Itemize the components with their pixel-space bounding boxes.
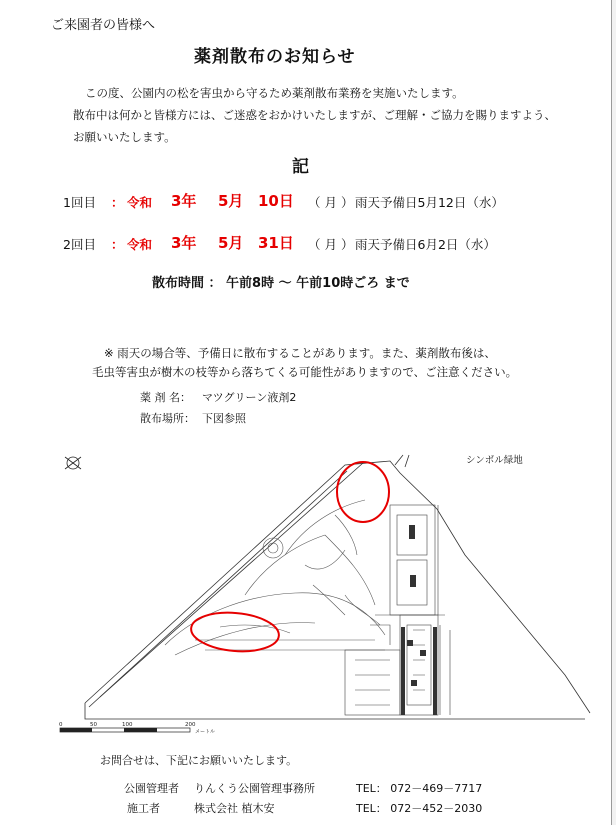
building-fill bbox=[401, 525, 437, 715]
contact-intro: お問合せは、下記にお願いいたします。 bbox=[100, 754, 298, 767]
contact-role: 施工者 bbox=[127, 802, 160, 815]
chemical-name-value: マツグリーン液剤2 bbox=[202, 391, 297, 404]
park-map bbox=[45, 445, 595, 745]
note-line-2: 毛虫等害虫が樹木の枝等から落ちてくる可能性がありますので、ご注意ください。 bbox=[92, 365, 518, 379]
schedule-label: 2回目 bbox=[63, 237, 96, 252]
schedule-day: 10日 bbox=[258, 192, 294, 210]
schedule-label: 1回目 bbox=[63, 195, 96, 210]
schedule-month: 5月 bbox=[218, 234, 244, 252]
intro-line-2: 散布中は何かと皆様方には、ご迷惑をおかけいたしますが、ご理解・ご協力を賜りますよう、 bbox=[73, 108, 556, 122]
salutation: ご来園者の皆様へ bbox=[51, 18, 156, 33]
intro-line-3: お願いいたします。 bbox=[73, 130, 176, 144]
schedule-year: 3年 bbox=[171, 234, 197, 252]
scale-tick-50: 50 bbox=[90, 722, 97, 728]
intro-line-1: この度、公園内の松を害虫から守るため薬剤散布業務を実施いたします。 bbox=[85, 86, 464, 100]
contact-name: りんくう公園管理事務所 bbox=[194, 782, 315, 795]
spray-time: 散布時間 ： 午前8時 ～ 午前10時ごろ まで bbox=[152, 276, 410, 291]
scale-tick-0: 0 bbox=[59, 722, 63, 728]
scale-tick-200: 200 bbox=[185, 722, 196, 728]
contact-role: 公園管理者 bbox=[124, 782, 179, 795]
schedule-weekday: （ 月 ） bbox=[308, 237, 354, 252]
contact-name: 株式会社 植木安 bbox=[194, 802, 275, 815]
scale-unit: メートル bbox=[195, 729, 216, 735]
schedule-year: 3年 bbox=[171, 192, 197, 210]
schedule-row-1 bbox=[63, 190, 603, 212]
schedule-rain-date: 雨天予備日6月2日（水） bbox=[355, 237, 496, 252]
scale-bar bbox=[59, 722, 215, 735]
schedule-row-2 bbox=[63, 232, 603, 254]
schedule-era: 令和 bbox=[127, 195, 153, 210]
schedule-colon: ： bbox=[111, 237, 124, 252]
schedule-rain-date: 雨天予備日5月12日（水） bbox=[355, 195, 504, 210]
scale-tick-100: 100 bbox=[122, 722, 133, 728]
north-arrow-icon bbox=[65, 457, 81, 469]
schedule-month: 5月 bbox=[218, 192, 244, 210]
ki-heading: 記 bbox=[292, 157, 309, 177]
symbol-green-area-label: シンボル緑地 bbox=[466, 455, 523, 466]
schedule-weekday: （ 月 ） bbox=[308, 195, 354, 210]
spray-place-label: 散布場所： bbox=[140, 412, 195, 425]
park-interior bbox=[165, 500, 385, 655]
page-edge bbox=[611, 0, 616, 825]
note-line-1: ※ 雨天の場合等、予備日に散布することがあります。また、薬剤散布後は、 bbox=[104, 346, 496, 360]
schedule-era: 令和 bbox=[127, 237, 153, 252]
contact-tel: TEL： 072－452－2030 bbox=[356, 802, 483, 815]
page-title: 薬剤散布のお知らせ bbox=[194, 47, 356, 67]
spray-area-north bbox=[337, 462, 389, 522]
spray-place-value: 下図参照 bbox=[202, 412, 246, 425]
schedule-colon: ： bbox=[111, 195, 124, 210]
contact-tel: TEL： 072－469－7717 bbox=[356, 782, 483, 795]
schedule-day: 31日 bbox=[258, 234, 294, 252]
chemical-name-label: 薬 剤 名： bbox=[140, 391, 191, 404]
